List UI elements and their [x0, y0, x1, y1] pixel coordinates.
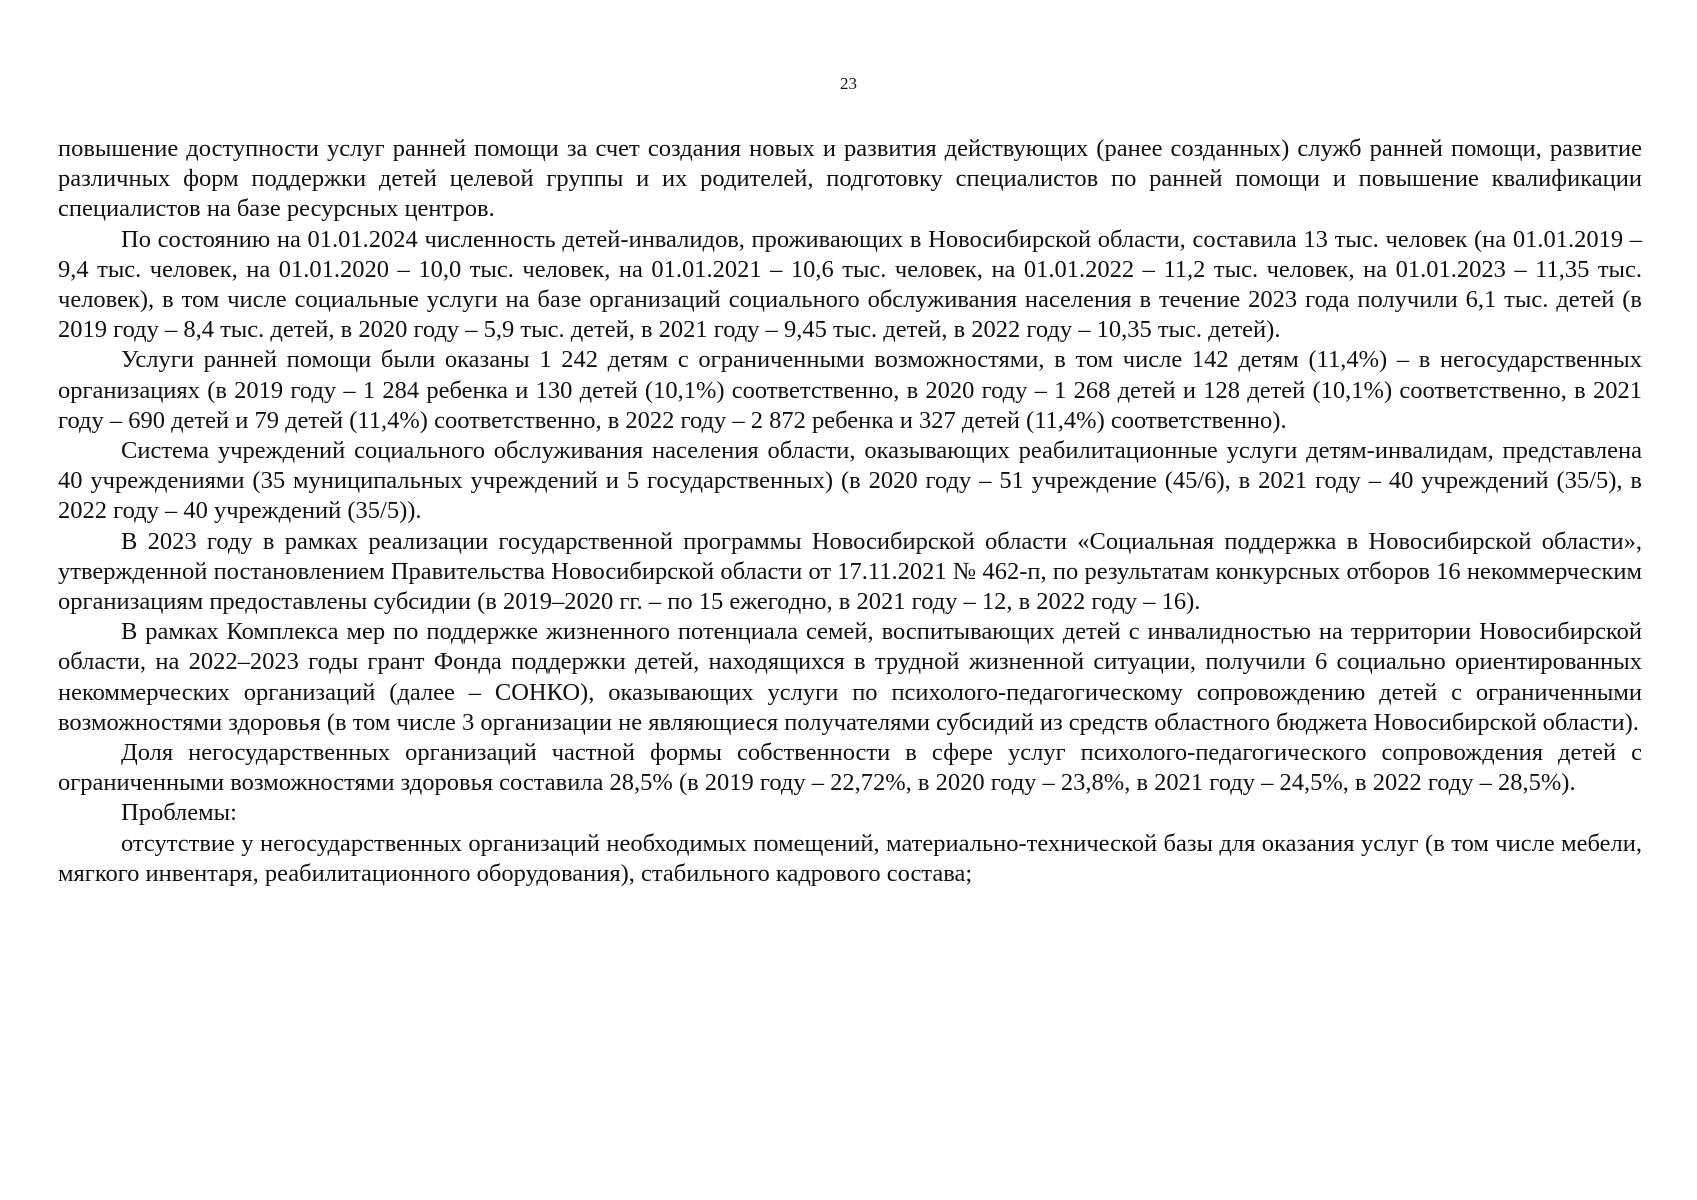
paragraph-grant-fund: В рамках Комплекса мер по поддержке жизненного потенциала семей, воспитывающих детей с инвалидностью на территории Новосибирской области, на 2022–2023 годы грант Фонда поддержки детей, находящихся в трудной жизненной ситуации, получили 6 социально ориентированных некоммерческих организаций (далее – СОНКО), оказывающих услуги по психолого-педагогическому сопровождению детей с ограниченными возможностями здоровья (в том числе 3 организации не являющиеся получателями субсидий из средств областного бюджета Новосибирской области). — [58, 618, 1642, 736]
page-number: 23 — [840, 74, 857, 93]
paragraph-non-state-share: Доля негосударственных организаций частной формы собственности в сфере услуг психолого-педагогического сопровождения детей с ограниченными возможностями здоровья составила 28,5% (в 2019 году – 22,72%, в 2020 году – 23,8%, в 2021 году – 24,5%, в 2022 году – 28,5%). — [58, 739, 1642, 797]
paragraph-early-help-services: Услуги ранней помощи были оказаны 1 242 детям с ограниченными возможностями, в том числе 142 детям (11,4%) – в негосударственных организациях (в 2019 году – 1 284 ребенка и 130 детей (10,1%) соответственно, в 2020 году – 1 268 детей и 128 детей (10,1%) соответственно, в 2021 году – 690 детей и 79 детей (11,4%) соответственно, в 2022 году – 2 872 ребенка и 327 детей (11,4%) соответственно). — [58, 346, 1642, 434]
paragraph-early-help-continuation: повышение доступности услуг ранней помощи за счет создания новых и развития действующих (ранее созданных) служб ранней помощи, развитие различных форм поддержки детей целевой группы и их родителей, подготовку специалистов по ранней помощи и повышение квалификации специалистов на базе ресурсных центров. — [58, 135, 1642, 223]
paragraph-institutions-system: Система учреждений социального обслуживания населения области, оказывающих реабилитационные услуги детям-инвалидам, представлена 40 учреждениями (35 муниципальных учреждений и 5 государственных) (в 2020 году – 51 учреждение (45/6), в 2021 году – 40 учреждений (35/5), в 2022 году – 40 учреждений (35/5)). — [58, 437, 1642, 525]
paragraph-state-program-subsidies: В 2023 году в рамках реализации государственной программы Новосибирской области «Социальная поддержка в Новосибирской области», утвержденной постановлением Правительства Новосибирской области от 17.11.2021 № 462-п, по результатам конкурсных отборов 16 некоммерческим организациям предоставлены субсидии (в 2019–2020 гг. – по 15 ежегодно, в 2021 году – 12, в 2022 году – 16). — [58, 527, 1642, 616]
paragraph-problem-item: отсутствие у негосударственных организаций необходимых помещений, материально-технической базы для оказания услуг (в том числе мебели, мягкого инвентаря, реабилитационного оборудования), стабильного кадрового состава; — [58, 829, 1642, 887]
paragraph-disabled-children-count: По состоянию на 01.01.2024 численность детей-инвалидов, проживающих в Новосибирской области, составила 13 тыс. человек (на 01.01.2019 – 9,4 тыс. человек, на 01.01.2020 – 10,0 тыс. человек, на 01.01.2021 – 10,6 тыс. человек, на 01.01.2022 – 11,2 тыс. человек, на 01.01.2023 – 11,35 тыс. человек), в том числе социальные услуги на базе организаций социального обслуживания населения в течение 2023 года получили 6,1 тыс. детей (в 2019 году – 8,4 тыс. детей, в 2020 году – 5,9 тыс. детей, в 2021 году – 9,45 тыс. детей, в 2022 году – 10,35 тыс. детей). — [58, 225, 1642, 344]
paragraph-problems-heading: Проблемы: — [121, 799, 237, 827]
document-body — [58, 134, 1642, 889]
